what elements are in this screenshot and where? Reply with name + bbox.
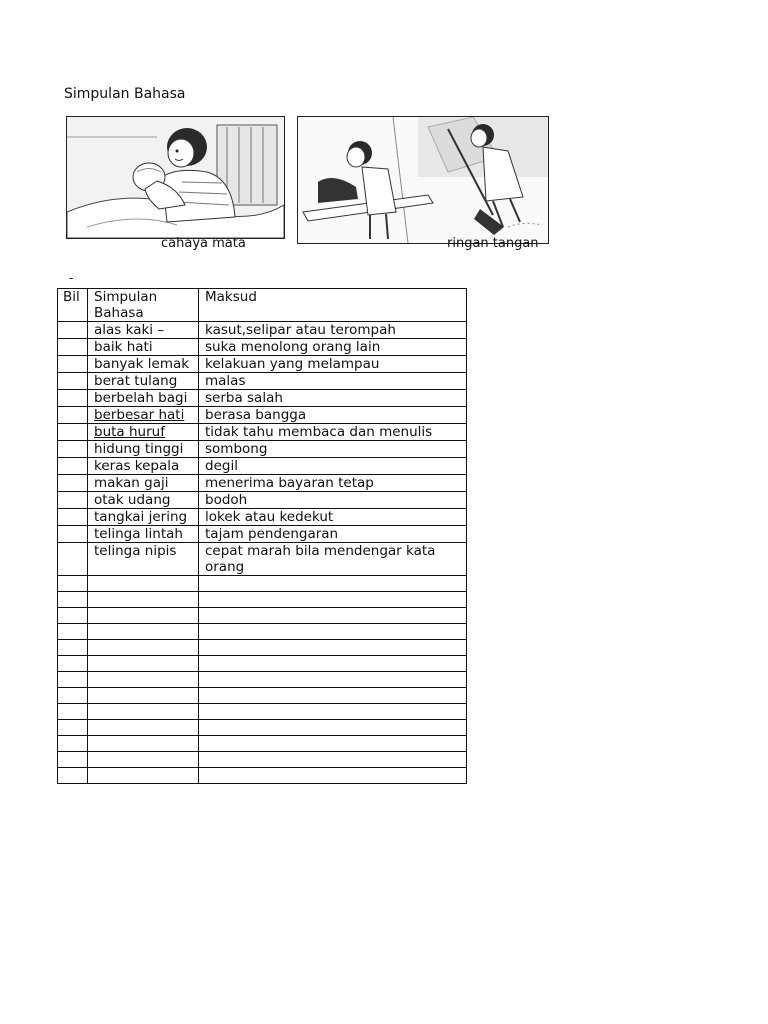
header-maksud: Maksud bbox=[199, 289, 467, 322]
empty-cell bbox=[199, 752, 467, 768]
empty-table-row bbox=[58, 608, 467, 624]
illustration-cahaya-mata bbox=[66, 116, 285, 239]
cell-simpulan: telinga nipis bbox=[88, 543, 199, 576]
empty-cell bbox=[199, 656, 467, 672]
empty-cell bbox=[88, 688, 199, 704]
empty-cell bbox=[88, 704, 199, 720]
caption-cahaya-mata: cahaya mata bbox=[161, 236, 246, 251]
empty-cell bbox=[58, 608, 88, 624]
empty-cell bbox=[199, 720, 467, 736]
empty-cell bbox=[58, 592, 88, 608]
cell-simpulan: berbelah bagi bbox=[88, 390, 199, 407]
table-row bbox=[58, 509, 467, 526]
cell-maksud: berasa bangga bbox=[199, 407, 467, 424]
empty-cell bbox=[88, 768, 199, 784]
cell-bil bbox=[58, 424, 88, 441]
empty-cell bbox=[88, 640, 199, 656]
empty-cell bbox=[58, 720, 88, 736]
empty-table-row bbox=[58, 768, 467, 784]
empty-cell bbox=[199, 624, 467, 640]
cell-bil bbox=[58, 373, 88, 390]
cell-simpulan: baik hati bbox=[88, 339, 199, 356]
table-row bbox=[58, 475, 467, 492]
simpulan-bahasa-table bbox=[57, 288, 467, 784]
table-row bbox=[58, 407, 467, 424]
cell-simpulan: telinga lintah bbox=[88, 526, 199, 543]
empty-table-row bbox=[58, 704, 467, 720]
empty-cell bbox=[199, 640, 467, 656]
empty-cell bbox=[88, 656, 199, 672]
cell-maksud: kasut,selipar atau terompah bbox=[199, 322, 467, 339]
empty-cell bbox=[199, 608, 467, 624]
table-row bbox=[58, 492, 467, 509]
cell-bil bbox=[58, 322, 88, 339]
cell-simpulan: alas kaki – bbox=[88, 322, 199, 339]
cell-maksud: degil bbox=[199, 458, 467, 475]
empty-cell bbox=[58, 640, 88, 656]
empty-cell bbox=[199, 704, 467, 720]
empty-cell bbox=[88, 720, 199, 736]
empty-cell bbox=[88, 624, 199, 640]
empty-table-row bbox=[58, 672, 467, 688]
empty-table-row bbox=[58, 720, 467, 736]
cell-simpulan: berat tulang bbox=[88, 373, 199, 390]
empty-cell bbox=[199, 736, 467, 752]
cell-bil bbox=[58, 543, 88, 576]
cell-maksud: serba salah bbox=[199, 390, 467, 407]
cell-bil bbox=[58, 526, 88, 543]
empty-table-row bbox=[58, 592, 467, 608]
table-row bbox=[58, 339, 467, 356]
cell-maksud: kelakuan yang melampau bbox=[199, 356, 467, 373]
empty-cell bbox=[88, 736, 199, 752]
cell-maksud: malas bbox=[199, 373, 467, 390]
cell-bil bbox=[58, 458, 88, 475]
table-row bbox=[58, 543, 467, 576]
table-row bbox=[58, 322, 467, 339]
empty-cell bbox=[58, 704, 88, 720]
table-row bbox=[58, 356, 467, 373]
table-header-row bbox=[58, 289, 467, 322]
table-row bbox=[58, 424, 467, 441]
empty-cell bbox=[58, 624, 88, 640]
empty-table-row bbox=[58, 688, 467, 704]
cell-maksud: menerima bayaran tetap bbox=[199, 475, 467, 492]
cell-bil bbox=[58, 509, 88, 526]
page-title: Simpulan Bahasa bbox=[64, 86, 186, 102]
table-row bbox=[58, 373, 467, 390]
table-row bbox=[58, 458, 467, 475]
cell-maksud: suka menolong orang lain bbox=[199, 339, 467, 356]
empty-cell bbox=[58, 688, 88, 704]
empty-table-row bbox=[58, 624, 467, 640]
cell-simpulan: berbesar hati bbox=[88, 407, 199, 424]
cell-simpulan: otak udang bbox=[88, 492, 199, 509]
table-row bbox=[58, 441, 467, 458]
empty-cell bbox=[88, 672, 199, 688]
cell-simpulan: makan gaji bbox=[88, 475, 199, 492]
cell-simpulan: tangkai jering bbox=[88, 509, 199, 526]
cell-bil bbox=[58, 339, 88, 356]
empty-cell bbox=[199, 672, 467, 688]
empty-cell bbox=[199, 592, 467, 608]
illustration-ringan-tangan bbox=[297, 116, 549, 244]
empty-cell bbox=[88, 608, 199, 624]
cell-bil bbox=[58, 356, 88, 373]
cell-maksud: sombong bbox=[199, 441, 467, 458]
empty-table-row bbox=[58, 640, 467, 656]
cell-simpulan: banyak lemak bbox=[88, 356, 199, 373]
header-bil: Bil bbox=[58, 289, 88, 322]
empty-cell bbox=[58, 576, 88, 592]
empty-cell bbox=[88, 576, 199, 592]
caption-ringan-tangan: ringan tangan bbox=[447, 236, 539, 251]
cell-maksud: lokek atau kedekut bbox=[199, 509, 467, 526]
dash-mark: - bbox=[69, 271, 74, 285]
cell-simpulan: keras kepala bbox=[88, 458, 199, 475]
cell-simpulan: hidung tinggi bbox=[88, 441, 199, 458]
table-row bbox=[58, 526, 467, 543]
empty-cell bbox=[199, 768, 467, 784]
empty-table-row bbox=[58, 752, 467, 768]
empty-cell bbox=[199, 688, 467, 704]
empty-cell bbox=[58, 672, 88, 688]
cell-bil bbox=[58, 390, 88, 407]
empty-cell bbox=[58, 656, 88, 672]
empty-cell bbox=[199, 576, 467, 592]
empty-cell bbox=[88, 592, 199, 608]
empty-table-row bbox=[58, 656, 467, 672]
header-simpulan: Simpulan Bahasa bbox=[88, 289, 199, 322]
empty-table-row bbox=[58, 576, 467, 592]
empty-table-row bbox=[58, 736, 467, 752]
empty-cell bbox=[58, 752, 88, 768]
cell-bil bbox=[58, 407, 88, 424]
cell-maksud: cepat marah bila mendengar kata orang bbox=[199, 543, 467, 576]
empty-cell bbox=[58, 736, 88, 752]
cell-bil bbox=[58, 492, 88, 509]
cell-maksud: tajam pendengaran bbox=[199, 526, 467, 543]
cell-maksud: bodoh bbox=[199, 492, 467, 509]
empty-cell bbox=[58, 768, 88, 784]
table-row bbox=[58, 390, 467, 407]
cell-bil bbox=[58, 475, 88, 492]
cell-bil bbox=[58, 441, 88, 458]
cell-maksud: tidak tahu membaca dan menulis bbox=[199, 424, 467, 441]
empty-cell bbox=[88, 752, 199, 768]
cell-simpulan: buta huruf bbox=[88, 424, 199, 441]
